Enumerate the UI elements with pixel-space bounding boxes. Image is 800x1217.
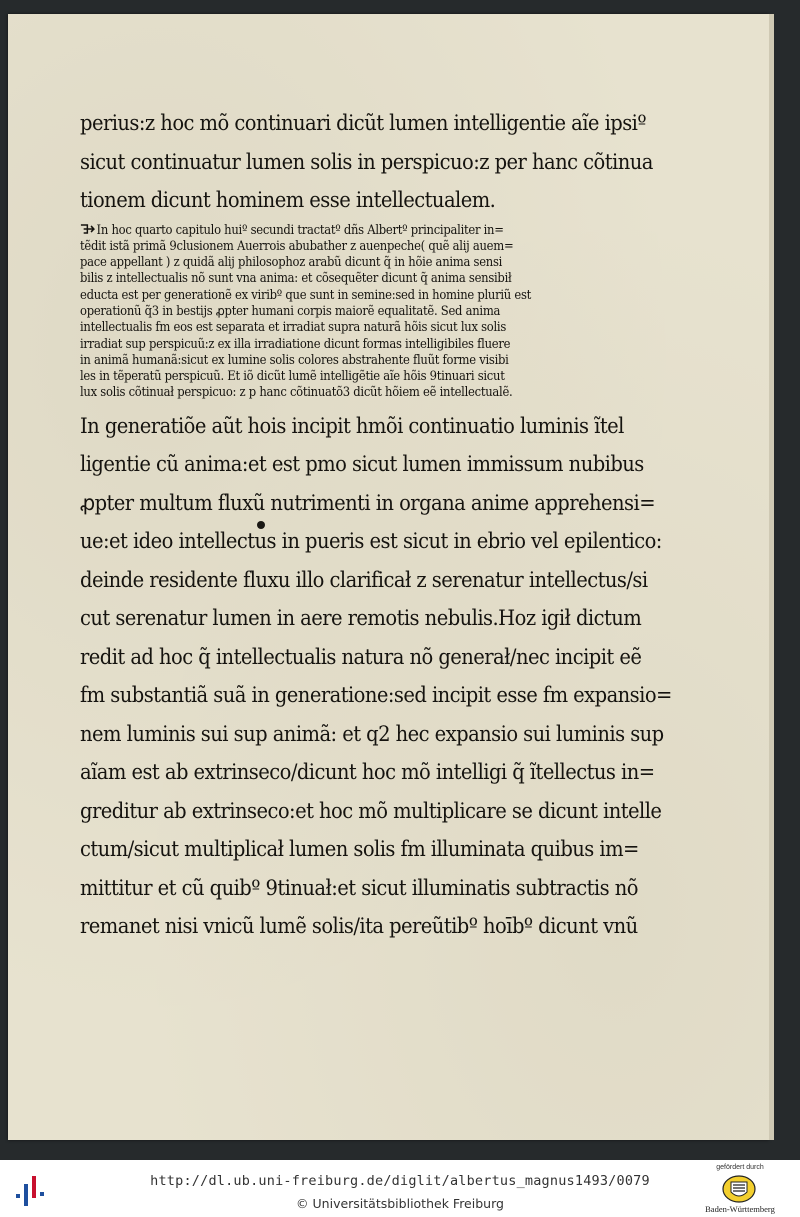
funding-label: gefördert durch [716,1164,764,1171]
page-edge [769,14,774,1140]
text-line: greditur ab extrinseco:et hoc mõ multiplicare se dicunt intelle [80,798,662,823]
text-line: ligentie cũ anima:et est pmo sicut lumen immissum nubibus [80,452,644,477]
commentary-line: in animã humanã:sicut ex lumine solis colores abstrahente fluũt forme visibi [80,351,509,367]
text-line: ꝓpter multum fluxũ nutrimenti in organa anime apprehensi= [80,490,656,515]
commentary-line [80,222,558,238]
copyright-notice: © Universitätsbibliothek Freiburg [296,1196,504,1211]
text-line: ctum/sicut multiplicał lumen solis fm illuminata quibus im= [80,837,639,862]
commentary-block [80,222,600,401]
text-line: ue:et ideo intellectus in pueris est sicut in ebrio vel epilentico: [80,529,662,554]
text-line: mittitur et cũ quibº 9tinuał:et sicut illuminatis subtractis nõ [80,875,638,900]
text-line: nem luminis sui sup animã: et q2 hec expansio sui luminis sup [80,721,664,746]
ink-dot [257,521,265,529]
commentary-line-text: In hoc quarto capitulo huiº secundi tractatº dñs Albertº principaliter in= [96,221,504,237]
commentary-line: bilis z intellectualis nõ sunt vna anima: et cõsequẽter dicunt q̃ anima sensibił [80,270,512,286]
text-line: aĩam est ab extrinseco/dicunt hoc mõ intelligi q̃ ĩtellectus in= [80,760,655,785]
text-line: perius:z hoc mõ continuari dicũt lumen intelligentie aĩe ipsiº [80,111,646,135]
coat-of-arms-icon [721,1174,757,1204]
commentary-line: irradiat sup perspicuũ:z ex illa irradiatione dicunt formas intelligibiles fluere [80,335,511,351]
footer-bar [0,1160,800,1217]
commentary-line: lux solis cõtinuał perspicuo: z p hanc cõtinuatõ3 dicũt hõiem eẽ intellectualẽ. [80,384,513,400]
commentary-line: intellectualis fm eos est separata et irradiat supra naturã hõis sicut lux solis [80,319,507,335]
paragraph-mark-icon [80,223,95,235]
funding-name: Baden-Württemberg [705,1204,775,1214]
commentary-line: tẽdit istã primã 9clusionem Auerrois abubather z auenpeche( quẽ alij auem= [80,237,514,253]
commentary-line: les in tẽperatũ perspicuũ. Et iõ dicũt lumẽ intelligẽtie aĩe hõis 9tinuari sicut [80,368,505,384]
text-line: tionem dicunt hominem esse intellectualem. [80,188,496,212]
commentary-line: operationũ q̃3 in bestijs ꝓpter humani corpis maiorẽ equalitatẽ. Sed anima [80,302,501,318]
permalink-url[interactable]: http://dl.ub.uni-freiburg.de/diglit/albertus_magnus1493/0079 [150,1173,650,1189]
page-text [80,104,672,946]
text-line: remanet nisi vnicũ lumẽ solis/ita pereũtibº hoībº dicunt vnũ [80,914,638,939]
text-line: fm substantiã suã in generatione:sed incipit esse fm expansio= [80,683,672,708]
text-line: In generatiõe aũt hois incipit hmõi continuatio luminis ĩtel [80,413,624,438]
commentary-line: educta est per generationẽ ex viribº que sunt in semine:sed in homine pluriũ est [80,286,532,302]
commentary-line: pace appellant ) z quidã alij philosophoz arabũ dicunt q̃ in hõie anima sensi [80,254,503,270]
text-line: deinde residente fluxu illo clarificał z serenatur intellectus/si [80,567,648,592]
text-line: redit ad hoc q̃ intellectualis natura nõ generał/nec incipit eẽ [80,644,642,669]
text-line: cut serenatur lumen in aere remotis nebulis.Hoz igił dictum [80,606,642,631]
text-line: sicut continuatur lumen solis in perspicuo:z per hanc cõtinua [80,149,653,174]
